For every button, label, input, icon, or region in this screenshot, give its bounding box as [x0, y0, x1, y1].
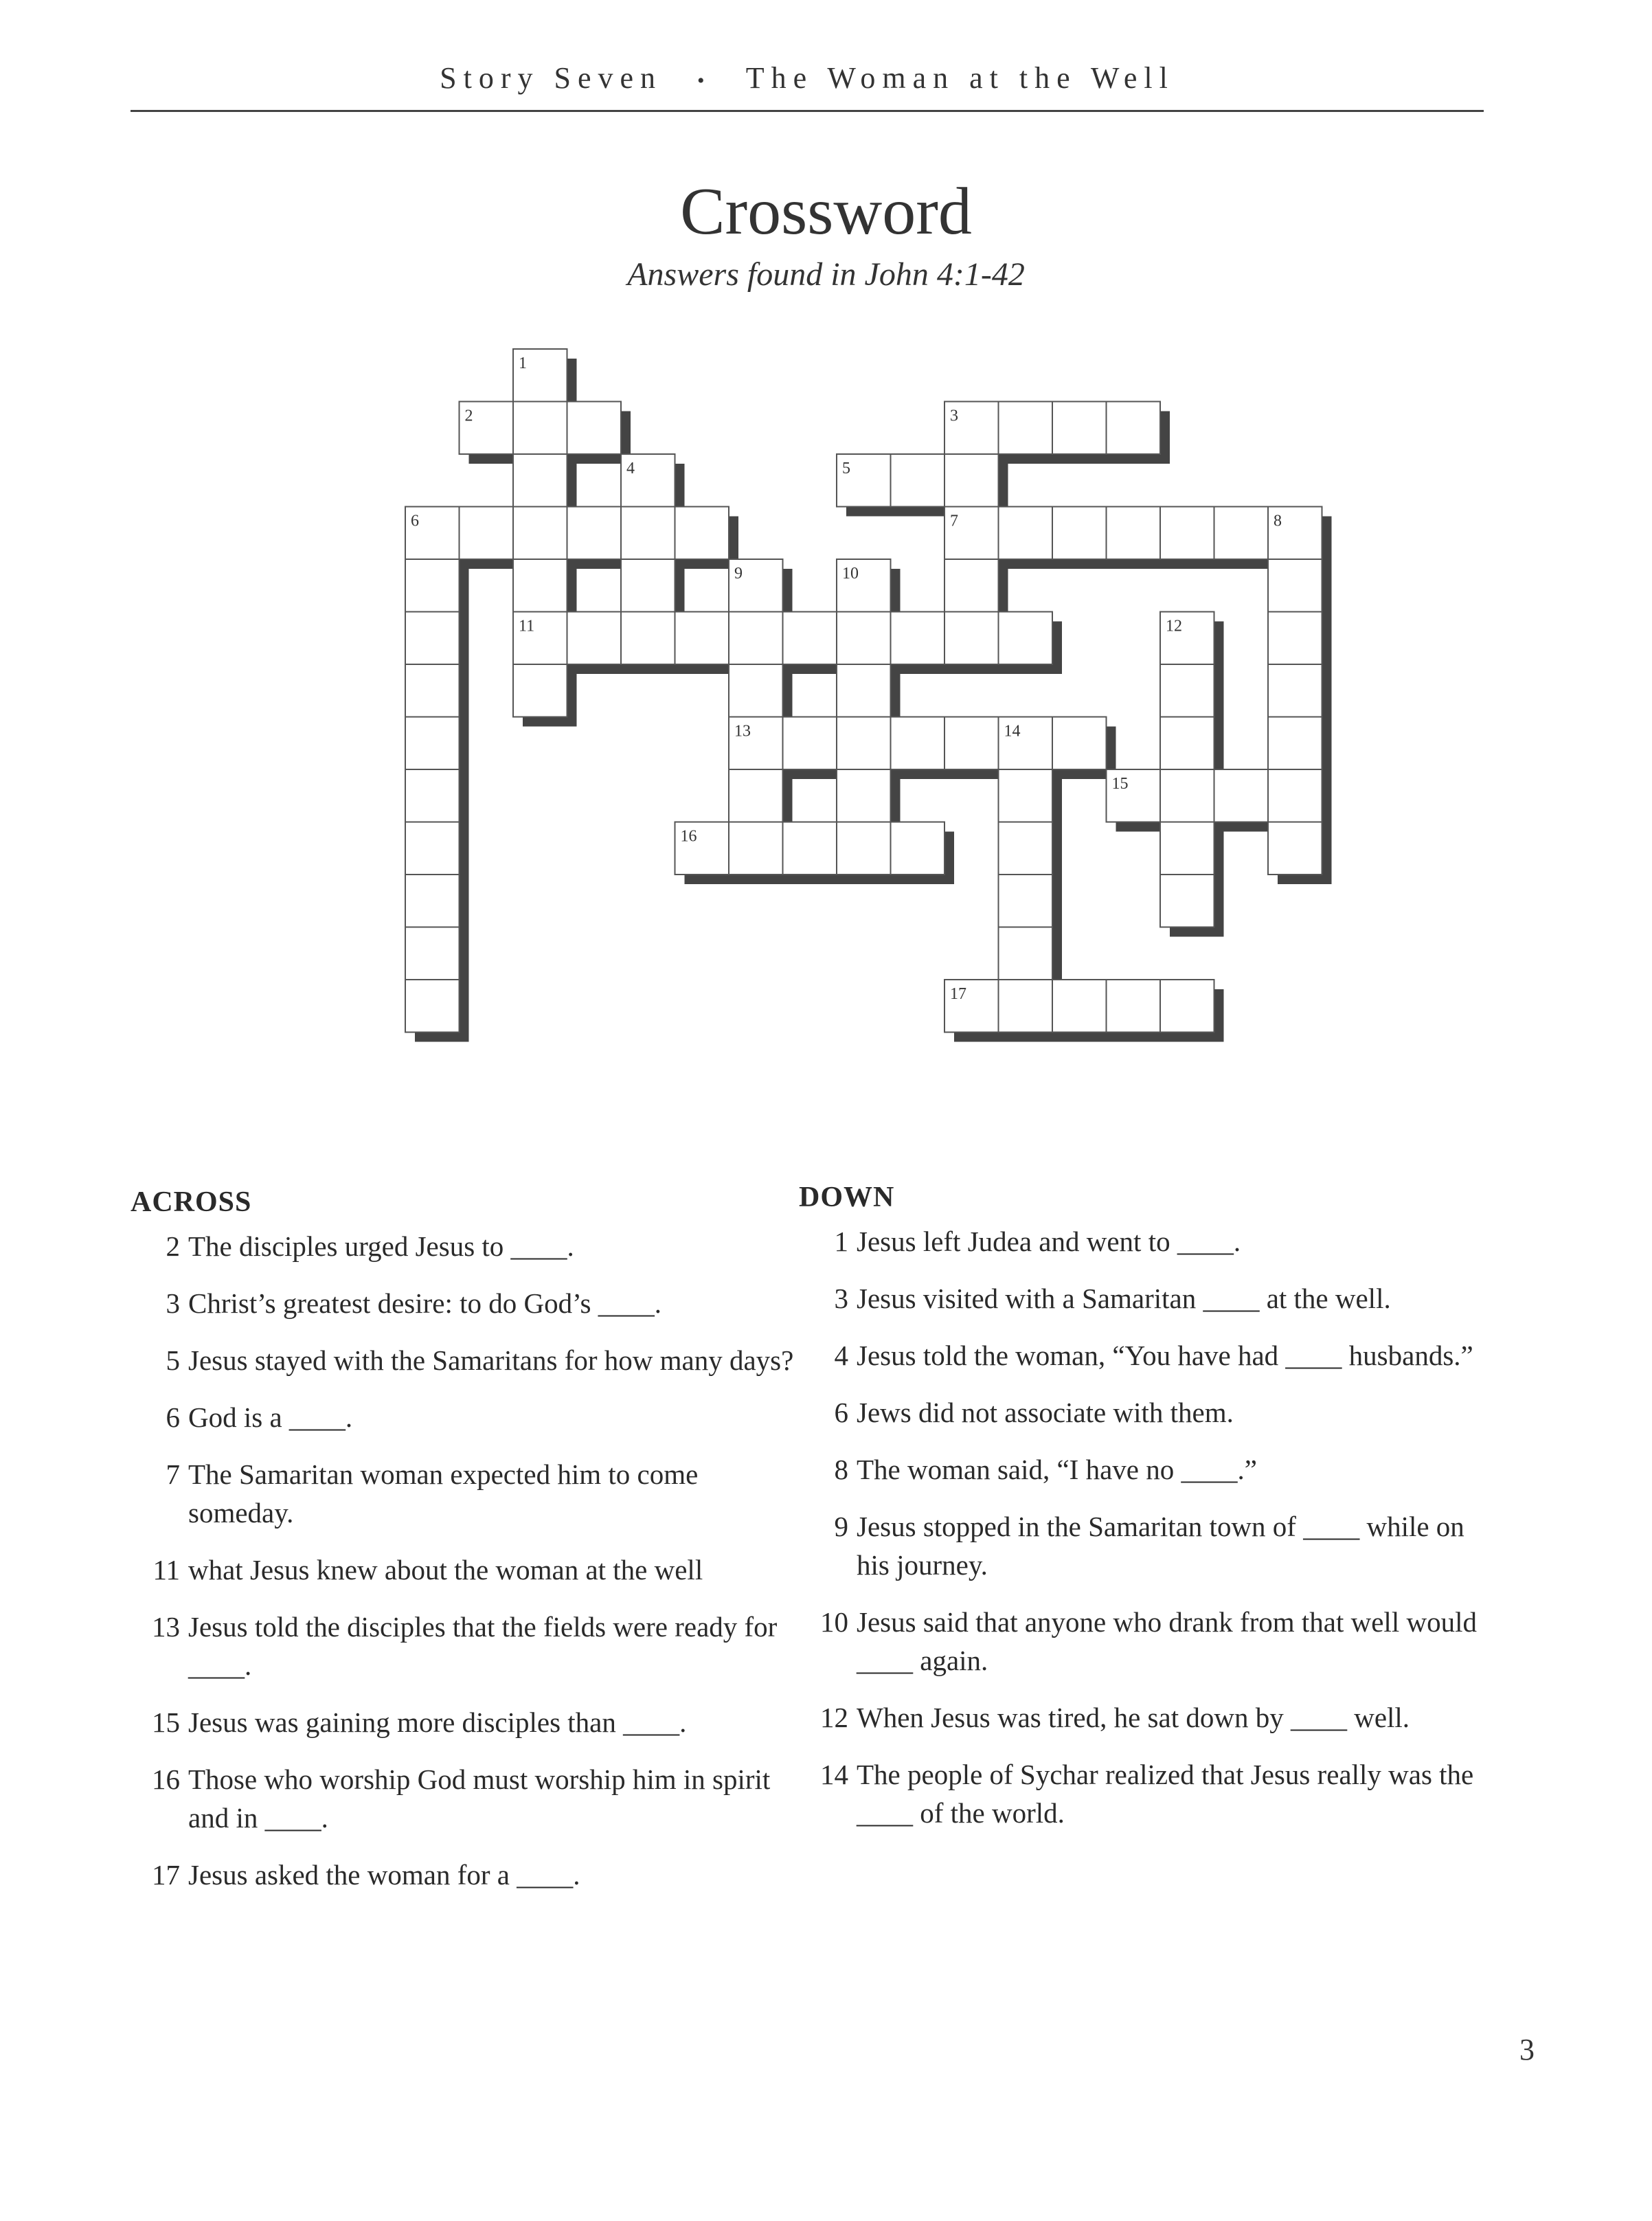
- cell-number: 17: [950, 985, 966, 1003]
- across-clue-2: [131, 1227, 804, 1265]
- clue-number: 6: [834, 1397, 848, 1428]
- crossword-cell[interactable]: [1052, 980, 1107, 1033]
- crossword-cell[interactable]: [513, 454, 567, 507]
- crossword-cell[interactable]: [891, 612, 945, 665]
- page-number: 3: [1519, 2033, 1535, 2066]
- crossword-cell[interactable]: [1268, 769, 1322, 822]
- crossword-cell[interactable]: [999, 402, 1053, 455]
- down-clue-4: [799, 1336, 1486, 1375]
- cell-number: 7: [950, 512, 958, 530]
- crossword-cell[interactable]: [999, 822, 1053, 875]
- down-clue-12: [799, 1698, 1486, 1737]
- cell-number: 1: [519, 354, 527, 372]
- clue-text: Jesus stopped in the Samaritan town of ____ while on his journey.: [857, 1511, 1464, 1581]
- clue-text: Jesus was gaining more disciples than ____.: [188, 1706, 687, 1738]
- cell-number: 8: [1274, 512, 1282, 530]
- crossword-cell[interactable]: [405, 822, 460, 875]
- clue-number: 16: [152, 1763, 180, 1795]
- crossword-cell[interactable]: [999, 612, 1053, 665]
- crossword-cell[interactable]: [999, 769, 1053, 822]
- cell-number: 11: [519, 617, 535, 635]
- clue-text: Those who worship God must worship him in spirit and in ____.: [188, 1763, 771, 1834]
- cell-number: 9: [734, 565, 743, 583]
- clue-number: 14: [820, 1759, 848, 1790]
- clue-number: 10: [820, 1606, 848, 1638]
- clue-text: Christ’s greatest desire: to do God’s ____.: [188, 1287, 661, 1319]
- clue-number: 2: [166, 1230, 180, 1262]
- down-clues: [799, 1178, 1486, 1851]
- cell-number: 12: [1166, 617, 1182, 635]
- cell-number: 10: [842, 565, 859, 583]
- cell-number: 5: [842, 460, 850, 477]
- clue-number: 8: [834, 1454, 848, 1485]
- clue-number: 3: [834, 1283, 848, 1314]
- clue-text: Jesus left Judea and went to ____.: [857, 1226, 1241, 1257]
- clue-text: Jesus told the disciples that the fields were ready for ____.: [188, 1611, 778, 1681]
- crossword-cell[interactable]: [837, 822, 891, 875]
- crossword-cell[interactable]: [944, 717, 999, 770]
- clue-text: Jesus told the woman, “You have had ____ husbands.”: [857, 1340, 1473, 1371]
- crossword-cell[interactable]: [837, 769, 891, 822]
- crossword-cell[interactable]: [944, 559, 999, 612]
- clue-text: Jews did not associate with them.: [857, 1397, 1234, 1428]
- crossword-cell[interactable]: [675, 507, 729, 560]
- crossword-cell[interactable]: [405, 664, 460, 717]
- page-subtitle: Answers found in John 4:1-42: [627, 256, 1025, 293]
- crossword-cell[interactable]: [405, 612, 460, 665]
- crossword-cell[interactable]: [783, 612, 837, 665]
- crossword-cell[interactable]: [405, 769, 460, 822]
- crossword-cell[interactable]: [621, 612, 675, 665]
- story-label: Story Seven: [440, 61, 663, 95]
- cell-number: 3: [950, 407, 958, 425]
- separator-dot: •: [697, 69, 712, 92]
- crossword-cell[interactable]: [405, 717, 460, 770]
- crossword-cell[interactable]: [999, 980, 1053, 1033]
- crossword-cell[interactable]: [405, 559, 460, 612]
- crossword-cell[interactable]: [729, 612, 783, 665]
- crossword-cell[interactable]: [1268, 559, 1322, 612]
- clue-text: Jesus said that anyone who drank from that well would ____ again.: [857, 1606, 1477, 1676]
- clue-text: what Jesus knew about the woman at the well: [188, 1554, 703, 1586]
- clue-text: When Jesus was tired, he sat down by ____ well.: [857, 1702, 1410, 1733]
- clue-number: 7: [166, 1458, 180, 1490]
- cell-number: 14: [1004, 722, 1021, 741]
- crossword-cell[interactable]: [944, 454, 999, 507]
- crossword-cell[interactable]: [944, 612, 999, 665]
- cell-number: 15: [1111, 775, 1129, 793]
- page-title: Crossword: [680, 174, 972, 249]
- crossword-cell[interactable]: [513, 507, 567, 560]
- crossword-cell[interactable]: [567, 402, 622, 455]
- crossword-cell[interactable]: [1160, 875, 1214, 927]
- crossword-cell[interactable]: [460, 507, 514, 560]
- down-clue-9: [799, 1507, 1486, 1584]
- clue-text: God is a ____.: [188, 1401, 353, 1433]
- crossword-cell[interactable]: [1052, 402, 1107, 455]
- crossword-cell[interactable]: [891, 454, 945, 507]
- clue-text: The woman said, “I have no ____.”: [857, 1454, 1257, 1485]
- down-clue-3: [799, 1279, 1486, 1318]
- crossword-cell[interactable]: [891, 822, 945, 875]
- cell-number: 4: [626, 460, 635, 477]
- across-clue-16: [131, 1760, 804, 1837]
- across-clue-6: [131, 1398, 804, 1436]
- crossword-cell[interactable]: [837, 612, 891, 665]
- crossword-cell[interactable]: [1214, 769, 1269, 822]
- crossword-cell[interactable]: [621, 507, 675, 560]
- down-clue-10: [799, 1603, 1486, 1680]
- crossword-cell[interactable]: [1268, 612, 1322, 665]
- crossword-cell[interactable]: [567, 612, 622, 665]
- crossword-cell[interactable]: [1268, 664, 1322, 717]
- cell-number: 2: [464, 407, 473, 425]
- down-heading: DOWN: [799, 1182, 895, 1213]
- across-clues: [131, 1183, 804, 1913]
- crossword-cell[interactable]: [1268, 822, 1322, 875]
- cell-number: 6: [411, 512, 419, 530]
- clue-number: 11: [152, 1554, 180, 1586]
- clue-text: Jesus asked the woman for a ____.: [188, 1859, 580, 1891]
- clue-text: The Samaritan woman expected him to come someday.: [188, 1458, 699, 1529]
- crossword-cell[interactable]: [513, 402, 567, 455]
- clue-number: 13: [152, 1611, 180, 1643]
- crossword-cell[interactable]: [621, 559, 675, 612]
- clue-number: 17: [152, 1859, 180, 1891]
- crossword-cell[interactable]: [1160, 769, 1214, 822]
- down-clue-1: [799, 1222, 1486, 1261]
- crossword-cell[interactable]: [513, 559, 567, 612]
- crossword-cell[interactable]: [1160, 822, 1214, 875]
- clue-text: Jesus visited with a Samaritan ____ at the well.: [857, 1283, 1391, 1314]
- crossword-cell[interactable]: [783, 717, 837, 770]
- crossword-cell[interactable]: [1160, 980, 1214, 1033]
- clue-number: 9: [834, 1511, 848, 1542]
- clue-text: The disciples urged Jesus to ____.: [188, 1230, 574, 1262]
- clue-number: 6: [166, 1401, 180, 1433]
- crossword-cell[interactable]: [1052, 507, 1107, 560]
- crossword-cell[interactable]: [1268, 717, 1322, 770]
- crossword-cell[interactable]: [729, 664, 783, 717]
- clue-number: 1: [834, 1226, 848, 1257]
- crossword-cell[interactable]: [729, 822, 783, 875]
- crossword-cell[interactable]: [837, 717, 891, 770]
- story-title: The Woman at the Well: [745, 61, 1175, 95]
- crossword-cell[interactable]: [675, 612, 729, 665]
- crossword-cell[interactable]: [999, 927, 1053, 980]
- crossword-cell[interactable]: [1107, 507, 1161, 560]
- crossword-cell[interactable]: [1160, 664, 1214, 717]
- crossword-cell[interactable]: [891, 717, 945, 770]
- down-clue-14: [799, 1755, 1486, 1832]
- crossword-cell[interactable]: [567, 507, 622, 560]
- crossword-cell[interactable]: [1107, 980, 1161, 1033]
- down-clue-8: [799, 1450, 1486, 1489]
- clue-number: 3: [166, 1287, 180, 1319]
- across-heading: ACROSS: [131, 1186, 252, 1218]
- cell-number: 13: [734, 722, 751, 741]
- across-clue-7: [131, 1455, 804, 1532]
- across-clue-17: [131, 1856, 804, 1894]
- crossword-cell[interactable]: [1107, 402, 1161, 455]
- crossword-cell[interactable]: [1160, 717, 1214, 770]
- across-clue-5: [131, 1341, 804, 1379]
- crossword-cell[interactable]: [1160, 507, 1214, 560]
- crossword-cell[interactable]: [783, 822, 837, 875]
- crossword-cell[interactable]: [837, 664, 891, 717]
- across-clue-3: [131, 1284, 804, 1322]
- crossword-cell[interactable]: [999, 507, 1053, 560]
- down-clue-6: [799, 1393, 1486, 1432]
- crossword-cell[interactable]: [405, 927, 460, 980]
- crossword-cell[interactable]: [1214, 507, 1269, 560]
- crossword-cell[interactable]: [405, 875, 460, 927]
- crossword-cell[interactable]: [405, 980, 460, 1033]
- crossword-cell[interactable]: [729, 769, 783, 822]
- clue-text: The people of Sychar realized that Jesus really was the ____ of the world.: [857, 1759, 1474, 1829]
- clue-number: 4: [834, 1340, 848, 1371]
- across-clue-15: [131, 1703, 804, 1741]
- clue-number: 5: [166, 1344, 180, 1376]
- crossword-cell[interactable]: [999, 875, 1053, 927]
- clue-number: 12: [820, 1702, 848, 1733]
- clue-number: 15: [152, 1706, 180, 1738]
- across-clue-11: [131, 1551, 804, 1589]
- cell-number: 16: [680, 827, 697, 846]
- crossword-cell[interactable]: [1052, 717, 1107, 770]
- clue-text: Jesus stayed with the Samaritans for how many days?: [188, 1344, 794, 1376]
- crossword-cell[interactable]: [513, 664, 567, 717]
- across-clue-13: [131, 1608, 804, 1684]
